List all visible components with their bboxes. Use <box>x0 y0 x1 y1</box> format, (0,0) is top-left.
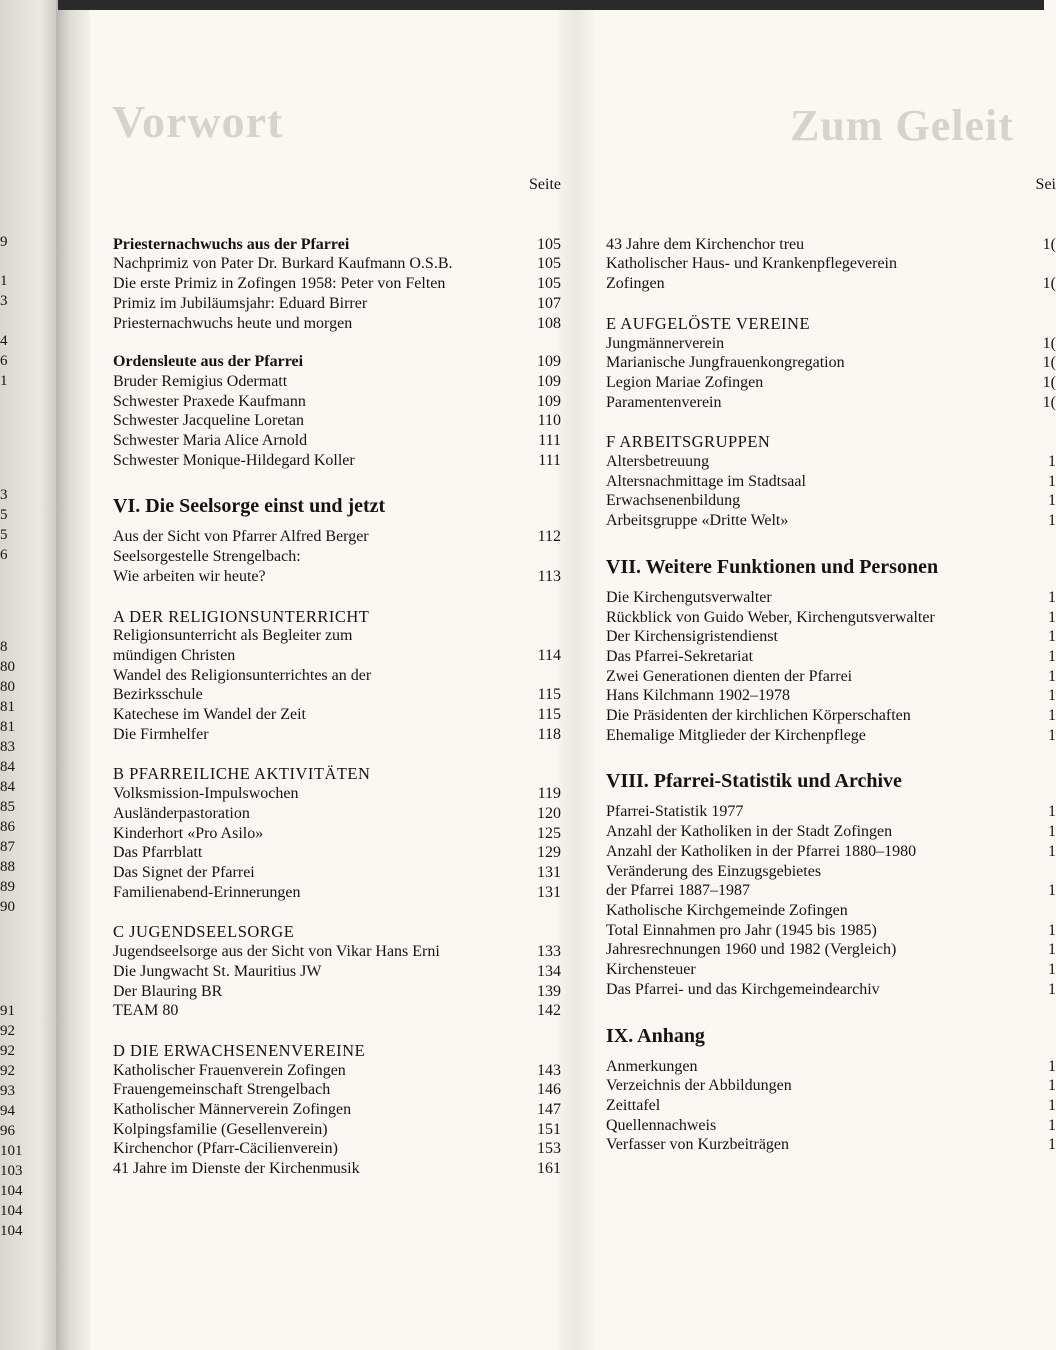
entry-title: 41 Jahre im Dienste der Kirchenmusik <box>113 1160 360 1178</box>
toc-entry[interactable] <box>113 843 561 863</box>
toc-entry[interactable] <box>606 1057 1056 1077</box>
toc-entry[interactable] <box>113 1100 561 1120</box>
page-number: 119 <box>537 785 561 803</box>
entry-title: Anmerkungen <box>606 1057 698 1075</box>
page-number: 1( <box>1042 334 1056 352</box>
toc-entry[interactable] <box>113 451 561 471</box>
toc-entry[interactable] <box>113 1159 561 1179</box>
toc-entry[interactable] <box>606 588 1056 608</box>
page-number: 107 <box>537 294 561 312</box>
chapter-heading: VII. Weitere Funktionen und Personen <box>606 555 939 578</box>
page-number: 120 <box>537 804 561 822</box>
page-number: 1 <box>1048 492 1056 510</box>
toc-entry[interactable] <box>113 1139 561 1159</box>
page-number: 1( <box>1042 275 1056 293</box>
page-number: 1 <box>1048 667 1056 685</box>
edge-page-number: 104 <box>0 1183 23 1199</box>
toc-entry[interactable] <box>606 472 1056 492</box>
entry-title: Der Blauring BR <box>113 982 223 1000</box>
section-heading: D DIE ERWACHSENENVEREINE <box>113 1040 366 1060</box>
entry-title: Schwester Praxede Kaufmann <box>113 392 306 410</box>
entry-title: Marianische Jungfrauenkongregation <box>606 354 845 372</box>
entry-title: Seelsorgestelle Strengelbach: <box>113 548 301 566</box>
page-number: 1 <box>1048 453 1056 471</box>
toc-entry[interactable] <box>113 547 561 567</box>
page-number: 1( <box>1042 354 1056 372</box>
page-number: 129 <box>537 844 561 862</box>
toc-entry[interactable] <box>113 863 561 883</box>
subsection-entry[interactable] <box>113 235 561 255</box>
entry-title: Verfasser von Kurzbeiträgen <box>606 1136 790 1154</box>
page-number: 112 <box>537 528 561 546</box>
entry-title: Bruder Remigius Odermatt <box>113 372 288 390</box>
toc-entry[interactable] <box>606 608 1056 628</box>
page-number: 109 <box>537 392 561 410</box>
edge-page-number: 92 <box>0 1043 15 1059</box>
page-number <box>1046 862 1056 882</box>
entry-title: Priesternachwuchs heute und morgen <box>113 314 353 332</box>
toc-entry[interactable] <box>606 667 1056 687</box>
page-number: 1 <box>1048 588 1056 606</box>
toc-entry[interactable] <box>113 646 561 666</box>
entry-title: Katechese im Wandel der Zeit <box>113 706 306 724</box>
page-number: 1 <box>1048 1077 1056 1095</box>
entry-title: Paramentenverein <box>606 393 722 411</box>
toc-entry[interactable] <box>113 372 561 392</box>
page-number: 1 <box>1048 882 1056 900</box>
entry-title: Aus der Sicht von Pfarrer Alfred Berger <box>113 528 369 546</box>
entry-title: Altersnachmittage im Stadtsaal <box>606 472 806 490</box>
edge-page-number: 88 <box>0 859 15 875</box>
edge-page-number: 94 <box>0 1103 15 1119</box>
page-number: 1 <box>1048 647 1056 665</box>
toc-entry[interactable] <box>606 373 1056 393</box>
toc-entry[interactable] <box>606 254 1056 274</box>
page-number: 1( <box>1042 235 1056 253</box>
toc-entry[interactable] <box>606 627 1056 647</box>
entry-title: Zofingen <box>606 275 665 293</box>
toc-entry[interactable] <box>606 235 1056 255</box>
toc-entry[interactable] <box>113 431 561 451</box>
edge-page-number: 83 <box>0 739 15 755</box>
toc-entry[interactable] <box>606 334 1056 354</box>
toc-entry[interactable] <box>606 274 1056 294</box>
edge-page-number: 81 <box>0 699 15 715</box>
seite-header: Seite <box>529 176 561 193</box>
entry-title: Jugendseelsorge aus der Sicht von Vikar Hans Erni <box>113 943 440 961</box>
entry-title: Altersbetreuung <box>606 453 710 471</box>
section-heading: C JUGENDSEELSORGE <box>113 922 295 942</box>
entry-title: Rückblick von Guido Weber, Kirchengutsverwalter <box>606 608 935 626</box>
entry-title: Zeittafel <box>606 1096 661 1114</box>
page-number <box>531 626 561 646</box>
page-number: 1 <box>1048 707 1056 725</box>
entry-title: Anzahl der Katholiken in der Pfarrei 1880–1980 <box>606 842 917 860</box>
toc-entry[interactable] <box>113 1120 561 1140</box>
entry-title: Schwester Maria Alice Arnold <box>113 432 308 450</box>
entry-title: Jahresrechnungen 1960 und 1982 (Vergleich) <box>606 941 897 959</box>
edge-page-number: 9 <box>0 234 8 250</box>
toc-entry[interactable] <box>113 274 561 294</box>
edge-page-number: 5 <box>0 507 8 523</box>
section-heading: E AUFGELÖSTE VEREINE <box>606 313 811 333</box>
entry-title: Primiz im Jubiläumsjahr: Eduard Birrer <box>113 294 368 312</box>
entry-title: Kirchensteuer <box>606 961 696 979</box>
edge-page-number: 1 <box>0 273 8 289</box>
entry-title: Kolpingsfamilie (Gesellenverein) <box>113 1120 328 1138</box>
entry-title: Religionsunterricht als Begleiter zum <box>113 627 353 645</box>
entry-title: mündigen Christen <box>113 646 236 664</box>
page-number: 1 <box>1048 512 1056 530</box>
toc-entry[interactable] <box>606 353 1056 373</box>
page-number: 1 <box>1048 628 1056 646</box>
entry-title: Wandel des Religionsunterrichtes an der <box>113 666 372 684</box>
entry-title: Das Pfarrei- und das Kirchgemeindearchiv <box>606 980 880 998</box>
entry-title: Schwester Monique-Hildegard Koller <box>113 451 355 469</box>
page-number: 109 <box>537 353 561 371</box>
entry-title: Ordensleute aus der Pfarrei <box>113 353 304 371</box>
toc-entry[interactable] <box>113 314 561 334</box>
edge-page-number: 81 <box>0 719 15 735</box>
toc-entry[interactable] <box>606 921 1056 941</box>
page-number: 134 <box>537 962 561 980</box>
edge-page-number: 103 <box>0 1163 23 1179</box>
section-heading: F ARBEITSGRUPPEN <box>606 432 771 452</box>
page-number: 139 <box>537 982 561 1000</box>
edge-page-number: 4 <box>0 333 8 349</box>
entry-title: Schwester Jacqueline Loretan <box>113 412 305 430</box>
entry-title: Legion Mariae Zofingen <box>606 373 764 391</box>
entry-title: Kirchenchor (Pfarr-Cäcilienverein) <box>113 1140 338 1158</box>
entry-title: Veränderung des Einzugsgebietes <box>606 862 822 880</box>
page-number: 142 <box>537 1002 561 1020</box>
toc-entry[interactable] <box>113 942 561 962</box>
page-number: 108 <box>537 314 561 332</box>
entry-title: der Pfarrei 1887–1987 <box>606 882 750 900</box>
toc-entry[interactable] <box>606 881 1056 901</box>
edge-page-number: 6 <box>0 353 8 369</box>
entry-title: Die Präsidenten der kirchlichen Körperschaften <box>606 707 911 725</box>
entry-title: Pfarrei-Statistik 1977 <box>606 803 744 821</box>
toc-entry[interactable] <box>606 1096 1056 1116</box>
edge-page-number: 96 <box>0 1123 15 1139</box>
toc-entry[interactable] <box>606 491 1056 511</box>
toc-entry[interactable] <box>606 1116 1056 1136</box>
edge-page-number: 3 <box>0 293 8 309</box>
toc-entry[interactable] <box>606 901 1056 921</box>
edge-page-number: 90 <box>0 899 15 915</box>
toc-entry[interactable] <box>113 962 561 982</box>
page-number: 1 <box>1048 1136 1056 1154</box>
edge-page-number: 85 <box>0 799 15 815</box>
entry-title: Verzeichnis der Abbildungen <box>606 1077 792 1095</box>
edge-page-number: 84 <box>0 779 15 795</box>
entry-title: Ausländerpastoration <box>113 804 250 822</box>
page-number: 111 <box>538 451 561 469</box>
page-number: 1 <box>1048 961 1056 979</box>
entry-title: Katholischer Männerverein Zofingen <box>113 1101 352 1119</box>
toc-entry[interactable] <box>606 647 1056 667</box>
page-number: 105 <box>537 255 561 273</box>
page-number: 131 <box>537 863 561 881</box>
subsection-entry[interactable] <box>113 352 561 372</box>
page-fold <box>558 0 594 1350</box>
page-number <box>1046 254 1056 274</box>
entry-title: Kinderhort «Pro Asilo» <box>113 824 264 842</box>
entry-title: Volksmission-Impulswochen <box>113 785 299 803</box>
page-number: 1( <box>1042 373 1056 391</box>
page-number: 115 <box>537 686 561 704</box>
bleed-through-heading: Vorwort <box>112 96 284 147</box>
toc-entry[interactable] <box>113 392 561 412</box>
page-number: 1 <box>1048 687 1056 705</box>
section-heading: B PFARREILICHE AKTIVITÄTEN <box>113 764 371 784</box>
entry-title: Der Kirchensigristendienst <box>606 628 778 646</box>
entry-title: Katholischer Haus- und Krankenpflegeverein <box>606 255 897 273</box>
top-edge-shadow <box>58 0 1044 10</box>
page-number: 147 <box>537 1101 561 1119</box>
entry-title: Die Kirchengutsverwalter <box>606 588 772 606</box>
entry-title: Die Firmhelfer <box>113 725 209 743</box>
toc-entry[interactable] <box>113 527 561 547</box>
page-number: 143 <box>537 1061 561 1079</box>
section-heading: A DER RELIGIONSUNTERRICHT <box>113 606 370 626</box>
edge-page-number: 89 <box>0 879 15 895</box>
toc-entry[interactable] <box>113 254 561 274</box>
edge-page-number: 1 <box>0 373 8 389</box>
page-number: 110 <box>537 412 561 430</box>
chapter-heading: VIII. Pfarrei-Statistik und Archive <box>606 770 902 793</box>
toc-entry[interactable] <box>606 802 1056 822</box>
edge-page-number: 6 <box>0 547 8 563</box>
toc-entry[interactable] <box>113 626 561 646</box>
edge-page-number: 91 <box>0 1003 15 1019</box>
entry-title: Wie arbeiten wir heute? <box>113 567 266 585</box>
edge-page-number: 104 <box>0 1203 23 1219</box>
book-spine-shadow <box>56 0 90 1350</box>
page-number: 113 <box>537 567 561 585</box>
page-number: 1 <box>1048 726 1056 744</box>
entry-title: Zwei Generationen dienten der Pfarrei <box>606 667 853 685</box>
entry-title: Jungmännerverein <box>606 334 725 352</box>
page-number: 1 <box>1048 823 1056 841</box>
toc-entry[interactable] <box>113 294 561 314</box>
page-number: 153 <box>537 1140 561 1158</box>
toc-entry[interactable] <box>606 726 1056 746</box>
page-number: 105 <box>537 235 561 253</box>
entry-title: Familienabend-Erinnerungen <box>113 883 301 901</box>
toc-entry[interactable] <box>606 1076 1056 1096</box>
toc-entry[interactable] <box>606 842 1056 862</box>
entry-title: Bezirksschule <box>113 686 203 704</box>
toc-entry[interactable] <box>113 784 561 804</box>
page-number: 1 <box>1048 1116 1056 1134</box>
entry-title: Ehemalige Mitglieder der Kirchenpflege <box>606 726 866 744</box>
page-number: 114 <box>537 646 561 664</box>
toc-entry[interactable] <box>113 666 561 686</box>
chapter-heading: IX. Anhang <box>606 1024 705 1047</box>
page-number: 105 <box>537 275 561 293</box>
edge-page-number: 104 <box>0 1223 23 1239</box>
edge-page-number: 92 <box>0 1023 15 1039</box>
edge-page-number: 80 <box>0 679 15 695</box>
toc-entry[interactable] <box>606 511 1056 531</box>
page-number: 109 <box>537 372 561 390</box>
entry-title: Die Jungwacht St. Mauritius JW <box>113 962 322 980</box>
toc-entry[interactable] <box>113 1001 561 1021</box>
entry-title: Arbeitsgruppe «Dritte Welt» <box>606 512 789 530</box>
toc-left-column <box>113 175 561 1179</box>
seite-header: Sei <box>1035 176 1056 193</box>
entry-title: Das Signet der Pfarrei <box>113 863 255 881</box>
entry-title: 43 Jahre dem Kirchenchor treu <box>606 235 805 253</box>
toc-entry[interactable] <box>113 883 561 903</box>
toc-entry[interactable] <box>606 960 1056 980</box>
toc-entry[interactable] <box>606 686 1056 706</box>
toc-entry[interactable] <box>606 706 1056 726</box>
page-number: 111 <box>538 432 561 450</box>
entry-title: TEAM 80 <box>113 1002 179 1020</box>
toc-entry[interactable] <box>606 452 1056 472</box>
edge-page-number: 101 <box>0 1143 23 1159</box>
edge-page-number: 92 <box>0 1063 15 1079</box>
page-number: 125 <box>537 824 561 842</box>
spacer <box>113 333 561 352</box>
page-number: 146 <box>537 1081 561 1099</box>
page-number <box>1046 901 1056 921</box>
toc-entry[interactable] <box>606 393 1056 413</box>
toc-entry[interactable] <box>606 862 1056 882</box>
edge-page-number: 84 <box>0 759 15 775</box>
toc-entry[interactable] <box>113 411 561 431</box>
page-number: 1 <box>1048 608 1056 626</box>
page-number: 151 <box>537 1120 561 1138</box>
page-number: 1 <box>1048 980 1056 998</box>
edge-page-number: 3 <box>0 487 8 503</box>
entry-title: Frauengemeinschaft Strengelbach <box>113 1081 331 1099</box>
toc-entry[interactable] <box>606 1135 1056 1155</box>
toc-entry[interactable] <box>113 705 561 725</box>
page-number: 131 <box>537 883 561 901</box>
toc-entry[interactable] <box>113 1080 561 1100</box>
page-number: 1 <box>1048 1057 1056 1075</box>
toc-entry[interactable] <box>113 804 561 824</box>
toc-right-column <box>606 175 1056 1155</box>
edge-page-number: 5 <box>0 527 8 543</box>
chapter-heading: VI. Die Seelsorge einst und jetzt <box>113 495 386 518</box>
page-number: 1 <box>1048 941 1056 959</box>
toc-entry[interactable] <box>113 982 561 1002</box>
toc-entry[interactable] <box>113 685 561 705</box>
page-number: 1 <box>1048 921 1056 939</box>
entry-title: Priesternachwuchs aus der Pfarrei <box>113 235 350 253</box>
entry-title: Anzahl der Katholiken in der Stadt Zofingen <box>606 823 893 841</box>
entry-title: Hans Kilchmann 1902–1978 <box>606 687 790 705</box>
toc-entry[interactable] <box>113 824 561 844</box>
edge-page-number: 93 <box>0 1083 15 1099</box>
page-number: 161 <box>537 1160 561 1178</box>
entry-title: Nachprimiz von Pater Dr. Burkard Kaufmann O.S.B. <box>113 255 453 273</box>
entry-title: Das Pfarrblatt <box>113 844 203 862</box>
page-number: 133 <box>537 943 561 961</box>
page-number <box>531 666 561 686</box>
entry-title: Katholischer Frauenverein Zofingen <box>113 1061 346 1079</box>
entry-title: Die erste Primiz in Zofingen 1958: Peter von Felten <box>113 275 446 293</box>
edge-page-number: 87 <box>0 839 15 855</box>
toc-entry[interactable] <box>606 822 1056 842</box>
entry-title: Erwachsenenbildung <box>606 492 741 510</box>
toc-entry[interactable] <box>606 980 1056 1000</box>
toc-entry[interactable] <box>113 1061 561 1081</box>
bleed-through-heading: Zum Geleit <box>790 101 1014 150</box>
edge-page-number: 86 <box>0 819 15 835</box>
edge-page-number: 8 <box>0 639 8 655</box>
page-number: 1 <box>1048 803 1056 821</box>
page-number: 1 <box>1048 842 1056 860</box>
entry-title: Das Pfarrei-Sekretariat <box>606 647 754 665</box>
page-number: 1 <box>1048 1096 1056 1114</box>
toc-entry[interactable] <box>113 567 561 587</box>
previous-page-edge-numbers <box>0 0 30 1350</box>
page-number: 1 <box>1048 472 1056 490</box>
page-number: 115 <box>537 706 561 724</box>
edge-page-number: 80 <box>0 659 15 675</box>
toc-entry[interactable] <box>606 940 1056 960</box>
toc-entry[interactable] <box>113 725 561 745</box>
page-number: 118 <box>537 725 561 743</box>
entry-title: Total Einnahmen pro Jahr (1945 bis 1985) <box>606 921 877 939</box>
page-number <box>531 547 561 567</box>
entry-title: Quellennachweis <box>606 1116 717 1134</box>
entry-title: Katholische Kirchgemeinde Zofingen <box>606 901 848 919</box>
page-number: 1( <box>1042 393 1056 411</box>
